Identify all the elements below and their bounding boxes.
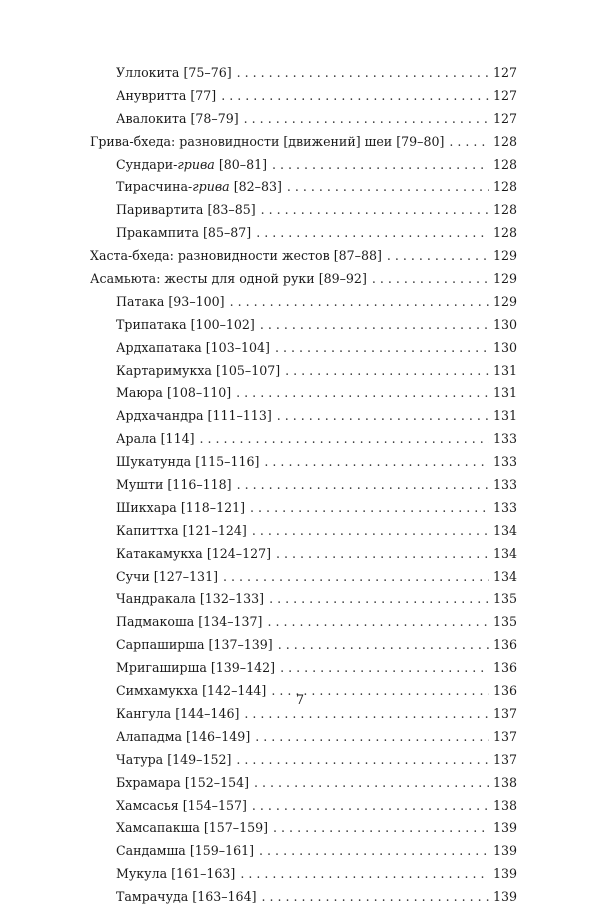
table-of-contents [90, 62, 517, 909]
toc-entry-range: [121–124] [182, 522, 247, 538]
toc-subentry [90, 566, 517, 589]
toc-entry-range: [82–83] [233, 179, 282, 195]
toc-entry-title: Капиттха [121–124] [116, 522, 247, 538]
toc-entry-range: [87–88] [333, 248, 382, 264]
dot-leader [267, 611, 489, 634]
toc-entry-page: 135 [492, 614, 517, 630]
toc-entry-page: 128 [492, 156, 517, 172]
dot-leader [387, 245, 489, 268]
toc-entry-range: [132–133] [199, 591, 265, 607]
toc-entry-range: [85–87] [203, 225, 252, 241]
toc-entry-title: Чатура [149–152] [116, 751, 232, 767]
toc-entry-page: 128 [492, 225, 517, 241]
dot-leader [276, 543, 489, 566]
toc-entry-page: 133 [492, 477, 517, 493]
dot-leader [255, 726, 489, 749]
toc-entry-range: [111–113] [207, 408, 272, 424]
toc-subentry [90, 795, 517, 818]
toc-subentry [90, 154, 517, 177]
toc-entry-range: [161–163] [171, 866, 236, 882]
toc-subentry [90, 405, 517, 428]
toc-entry-page: 134 [492, 568, 517, 584]
toc-entry-page: 137 [492, 728, 517, 744]
toc-subentry [90, 451, 517, 474]
toc-subentry [90, 62, 517, 85]
toc-entry-page: 128 [492, 202, 517, 218]
toc-entry-title: Мушти [116–118] [116, 477, 232, 493]
dot-leader [280, 657, 489, 680]
toc-entry-title: Мукула [161–163] [116, 866, 236, 882]
dot-leader [262, 886, 489, 909]
toc-section-entry [90, 245, 517, 268]
dot-leader [261, 199, 489, 222]
toc-entry-range: [127–131] [153, 568, 218, 584]
toc-entry-range: [115–116] [195, 454, 260, 470]
toc-subentry [90, 428, 517, 451]
toc-subentry [90, 726, 517, 749]
toc-entry-page: 139 [492, 843, 517, 859]
toc-subentry [90, 382, 517, 405]
toc-subentry [90, 817, 517, 840]
toc-entry-page: 136 [492, 683, 517, 699]
toc-entry-title: Грива-бхеда: разновидности [движений] шеи [79–80] [90, 133, 445, 149]
dot-leader [236, 382, 489, 405]
toc-entry-range: [83–85] [207, 202, 256, 218]
toc-subentry [90, 291, 517, 314]
toc-subentry [90, 840, 517, 863]
toc-entry-range: [159–161] [189, 843, 255, 859]
toc-section-entry [90, 268, 517, 291]
toc-entry-page: 129 [492, 293, 517, 309]
toc-subentry [90, 497, 517, 520]
toc-entry-title: Шукатунда [115–116] [116, 454, 260, 470]
toc-entry-page: 130 [492, 339, 517, 355]
dot-leader [254, 772, 489, 795]
toc-entry-title: Ардхачандра [111–113] [116, 408, 272, 424]
toc-entry-title: Сучи [127–131] [116, 568, 218, 584]
dot-leader [240, 863, 489, 886]
toc-entry-title: Патака [93–100] [116, 293, 225, 309]
toc-entry-page: 138 [492, 797, 517, 813]
toc-entry-page: 129 [492, 248, 517, 264]
toc-entry-range: [146–149] [186, 728, 251, 744]
toc-entry-range: [89–92] [318, 271, 367, 287]
toc-subentry [90, 588, 517, 611]
toc-entry-title: Падмакоша [134–137] [116, 614, 263, 630]
toc-entry-range: [116–118] [167, 477, 232, 493]
toc-entry-title: Уллокита [75–76] [116, 65, 232, 80]
toc-entry-range: [108–110] [166, 385, 232, 401]
dot-leader [236, 749, 489, 772]
toc-entry-page: 137 [492, 751, 517, 767]
dot-leader [250, 497, 489, 520]
toc-entry-title: Симхамукха [142–144] [116, 683, 267, 699]
dot-leader [200, 428, 489, 451]
toc-entry-page: 136 [492, 637, 517, 653]
toc-entry-title: Чандракала [132–133] [116, 591, 265, 607]
toc-entry-title: Шикхара [118–121] [116, 499, 246, 515]
toc-subentry [90, 85, 517, 108]
toc-entry-range: [77] [190, 87, 217, 103]
dot-leader [278, 634, 489, 657]
toc-entry-range: [144–146] [175, 705, 240, 721]
toc-subentry [90, 199, 517, 222]
dot-leader [285, 360, 489, 383]
toc-section-entry [90, 131, 517, 154]
toc-subentry [90, 360, 517, 383]
toc-subentry [90, 520, 517, 543]
toc-entry-range: [79–80] [396, 133, 445, 149]
toc-entry-title: Картаримукха [105–107] [116, 362, 281, 378]
toc-entry-range: [163–164] [192, 889, 257, 905]
toc-entry-page: 138 [492, 774, 517, 790]
toc-subentry [90, 863, 517, 886]
toc-entry-range: [149–152] [167, 751, 232, 767]
toc-subentry [90, 772, 517, 795]
toc-entry-range: [152–154] [184, 774, 250, 790]
toc-entry-page: 137 [492, 705, 517, 721]
toc-entry-range: [142–144] [202, 683, 267, 699]
toc-entry-title: Хамсапакша [157–159] [116, 820, 269, 836]
toc-entry-title: Анувритта [77] [116, 87, 217, 103]
toc-entry-page: 139 [492, 889, 517, 905]
toc-entry-page: 127 [492, 110, 517, 126]
dot-leader [237, 62, 489, 85]
toc-entry-page: 130 [492, 316, 517, 332]
toc-entry-page: 128 [492, 179, 517, 195]
toc-subentry [90, 543, 517, 566]
toc-entry-title: Сандамша [159–161] [116, 843, 255, 859]
page-number: 7 [295, 693, 305, 708]
toc-subentry [90, 474, 517, 497]
dot-leader [269, 588, 489, 611]
toc-entry-range: [139–142] [210, 660, 276, 676]
toc-entry-range: [103–104] [205, 339, 270, 355]
toc-entry-range: [124–127] [206, 545, 272, 561]
toc-entry-page: 136 [492, 660, 517, 676]
toc-subentry [90, 314, 517, 337]
toc-entry-title: Маюра [108–110] [116, 385, 232, 401]
toc-entry-range: [114] [160, 431, 195, 447]
dot-leader [259, 840, 489, 863]
toc-subentry [90, 749, 517, 772]
toc-entry-title: Пракампита [85–87] [116, 225, 252, 241]
dot-leader [237, 474, 489, 497]
toc-subentry [90, 176, 517, 199]
toc-entry-range: [100–102] [190, 316, 255, 332]
toc-entry-page: 127 [492, 65, 517, 80]
dot-leader [277, 405, 489, 428]
toc-entry-title: Тирасчина-грива [82–83] [116, 179, 282, 195]
toc-subentry [90, 657, 517, 680]
toc-entry-page: 131 [492, 408, 517, 424]
toc-entry-range: [80–81] [218, 156, 268, 172]
toc-entry-range: [134–137] [198, 614, 263, 630]
toc-entry-title: Арала [114] [116, 431, 195, 447]
toc-entry-page: 134 [492, 522, 517, 538]
dot-leader [275, 337, 489, 360]
toc-entry-title: Ардхапатака [103–104] [116, 339, 270, 355]
toc-subentry [90, 886, 517, 909]
toc-subentry [90, 222, 517, 245]
toc-entry-page: 139 [492, 820, 517, 836]
toc-entry-page: 139 [492, 866, 517, 882]
toc-subentry [90, 337, 517, 360]
toc-entry-range: [75–76] [183, 65, 232, 80]
dot-leader [252, 795, 489, 818]
toc-entry-page: 127 [492, 87, 517, 103]
toc-entry-page: 129 [492, 271, 517, 287]
dot-leader [256, 222, 489, 245]
toc-entry-range: [154–157] [182, 797, 247, 813]
toc-entry-page: 133 [492, 431, 517, 447]
toc-entry-title: Катакамукха [124–127] [116, 545, 272, 561]
dot-leader [372, 268, 489, 291]
toc-entry-title: Авалокита [78–79] [116, 110, 239, 126]
toc-entry-range: [157–159] [203, 820, 269, 836]
toc-entry-title: Хамсасья [154–157] [116, 797, 247, 813]
toc-entry-range: [118–121] [180, 499, 246, 515]
toc-entry-title: Паривартита [83–85] [116, 202, 256, 218]
dot-leader [273, 817, 489, 840]
toc-entry-range: [78–79] [190, 110, 239, 126]
toc-entry-range: [93–100] [168, 293, 225, 309]
toc-entry-title: Трипатака [100–102] [116, 316, 255, 332]
toc-entry-title: Сарпаширша [137–139] [116, 637, 273, 653]
dot-leader [449, 131, 489, 154]
dot-leader [230, 291, 489, 314]
dot-leader [264, 451, 489, 474]
toc-entry-page: 131 [492, 362, 517, 378]
dot-leader [223, 566, 489, 589]
dot-leader [252, 520, 489, 543]
dot-leader [287, 176, 489, 199]
dot-leader [244, 108, 489, 131]
toc-entry-page: 135 [492, 591, 517, 607]
toc-entry-title: Бхрамара [152–154] [116, 774, 250, 790]
toc-entry-page: 131 [492, 385, 517, 401]
dot-leader [272, 154, 489, 177]
toc-entry-title: Алападма [146–149] [116, 728, 251, 744]
dot-leader [260, 314, 489, 337]
toc-entry-range: [137–139] [208, 637, 273, 653]
toc-subentry [90, 108, 517, 131]
toc-subentry [90, 611, 517, 634]
dot-leader [221, 85, 489, 108]
toc-entry-title: Хаста-бхеда: разновидности жестов [87–88] [90, 248, 382, 264]
toc-entry-title: Тамрачуда [163–164] [116, 889, 257, 905]
toc-entry-range: [105–107] [215, 362, 281, 378]
toc-entry-title: Мригаширша [139–142] [116, 660, 276, 676]
toc-entry-title: Сундари-грива [80–81] [116, 156, 268, 172]
toc-entry-page: 133 [492, 454, 517, 470]
toc-entry-page: 133 [492, 499, 517, 515]
toc-entry-title: Асамьюта: жесты для одной руки [89–92] [90, 271, 367, 287]
toc-entry-page: 128 [492, 133, 517, 149]
toc-entry-page: 134 [492, 545, 517, 561]
toc-entry-title: Кангула [144–146] [116, 705, 240, 721]
toc-subentry [90, 634, 517, 657]
